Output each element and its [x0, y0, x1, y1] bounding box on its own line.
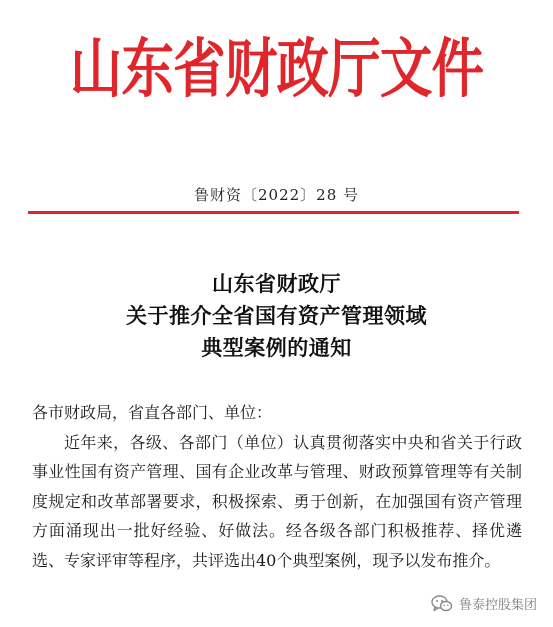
title-subject: 关于推介全省国有资产管理领域	[126, 303, 427, 328]
red-divider	[28, 211, 519, 214]
wechat-icon	[431, 595, 453, 613]
title-issuer: 山东省财政厅	[212, 271, 341, 296]
watermark	[431, 594, 537, 613]
notice-title	[0, 268, 553, 364]
watermark-text: 鲁泰控股集团	[458, 598, 537, 613]
document-number: 鲁财资〔2022〕28 号	[193, 186, 360, 204]
salutation: 各市财政局，省直各部门、单位：	[32, 403, 273, 422]
document-masthead: 山东省财政厅文件	[69, 33, 484, 107]
body-paragraph: 近年来，各级、各部门（单位）认真贯彻落实中央和省关于行政事业性国有资产管理、国有企业改革与管理、财政预算管理等有关制度规定和改革部署要求，积极探索、勇于创新，在加强国有资产管理方面涌现出一批好经验、好做法。经各级各部门积极推荐、择优遴选、专家评审等程序，共评选出40个典型案例，现予以发布推介。	[32, 432, 522, 570]
notice-body	[32, 398, 522, 575]
title-notice: 典型案例的通知	[201, 335, 352, 360]
